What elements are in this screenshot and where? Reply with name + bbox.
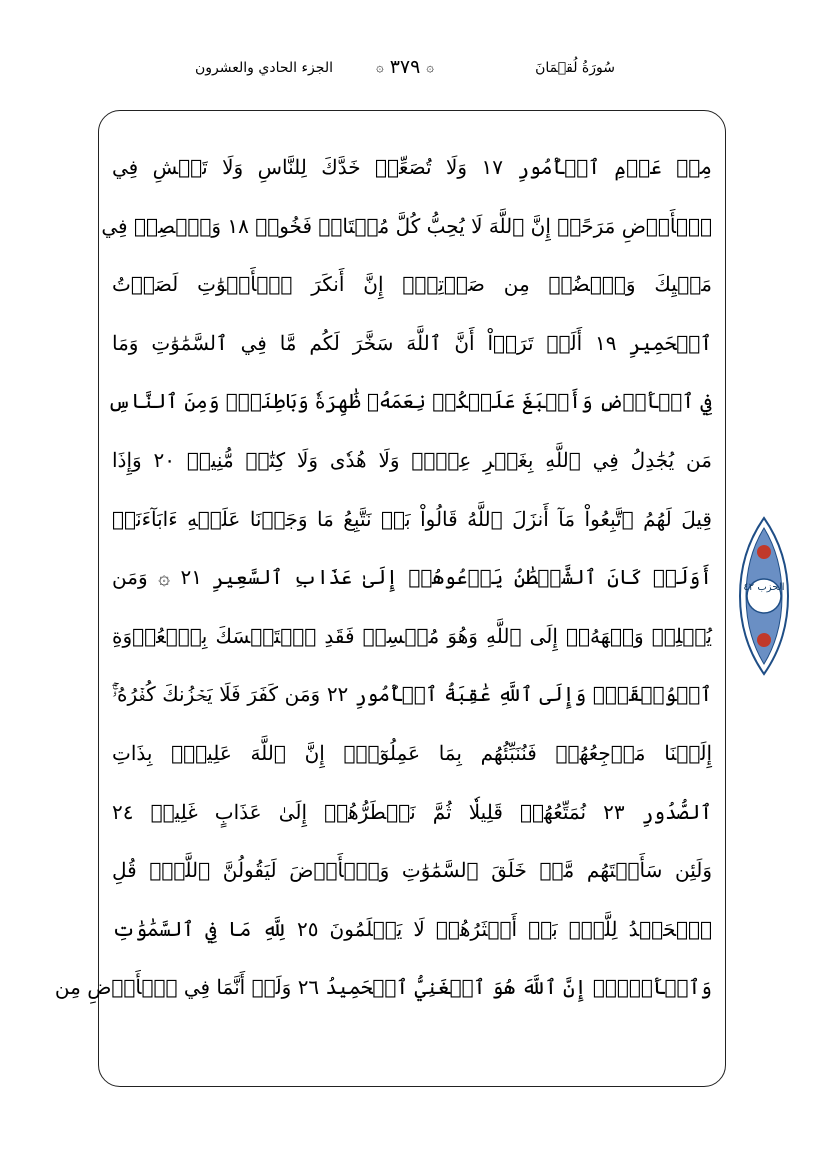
text-line: إِلَيۡنَا مَرۡجِعُهُمۡ فَنُنَبِّئُهُم بِمَا عَمِلُوٓاْۚ إِنَّ ٱللَّهَ عَلِيمُۢ بِذَاتِ [112,740,712,765]
juz-title: الجزء الحادي والعشرون [195,60,333,76]
page-header [195,52,615,88]
hizb-label: الحزب ٤٢ [743,582,785,593]
text-line: وَلَئِن سَأَلۡتَهُم مَّنۡ خَلَقَ ٱلسَّمَٰوَٰتِ وَٱلۡأَرۡضَ لَيَقُولُنَّ ٱللَّهُۚ قُلِ [112,858,712,883]
text-line: مَن يُجَٰدِلُ فِي ٱللَّهِ بِغَيۡرِ عِلۡمٖ وَلَا هُدٗى وَلَا كِتَٰبٖ مُّنِيرٖ ٢٠ وَإِذَا [112,447,712,472]
quran-text-body [54,138,712,1017]
text-line: مَشۡيِكَ وَٱغۡضُضۡ مِن صَوۡتِكَۚ إِنَّ أَنكَرَ ٱلۡأَصۡوَٰتِ لَصَوۡتُ [112,272,712,297]
text-line: فِي ٱلۡأَرۡضِ وَأَسۡبَغَ عَلَيۡكُمۡ نِعَمَهُۥ ظَٰهِرَةٗ وَبَاطِنَةٗۗ وَمِنَ ٱلنَّاسِ [107,389,712,414]
page-number-value: ٣٧٩ [389,56,421,78]
ornament-right: ۞ [376,60,384,76]
hizb-ornament-icon [738,516,790,676]
text-line: ٱلۡأَرۡضِ مَرَحًاۖ إِنَّ ٱللَّهَ لَا يُحِبُّ كُلَّ مُخۡتَالٖ فَخُورٖ ١٨ وَٱقۡصِدۡ فِي [101,213,712,238]
ornament-left: ۞ [426,60,434,76]
hizb-marker [738,516,790,676]
text-line: أَوَلَوۡ كَانَ ٱلشَّيۡطَٰنُ يَدۡعُوهُمۡ إِلَىٰ عَذَابِ ٱلسَّعِيرِ ٢١ ۞ وَمَن [112,565,712,590]
text-line: مِنۡ عَزۡمِ ٱلۡأُمُورِ ١٧ وَلَا تُصَعِّرۡ خَدَّكَ لِلنَّاسِ وَلَا تَمۡشِ فِي [112,155,712,179]
text-line: ٱلۡحَمۡدُ لِلَّهِۚ بَلۡ أَكۡثَرُهُمۡ لَا يَعۡلَمُونَ ٢٥ لِلَّهِ مَا فِي ٱلسَّمَٰوَٰتِ [112,916,712,941]
page-number [376,56,434,78]
text-line: ٱلۡوُثۡقَىٰۗ وَإِلَى ٱللَّهِ عَٰقِبَةُ ٱلۡأُمُورِ ٢٢ وَمَن كَفَرَ فَلَا يَحۡزُنكَ كُفۡرُهُۥٓۚ [112,682,712,707]
text-line: يُسۡلِمۡ وَجۡهَهُۥٓ إِلَى ٱللَّهِ وَهُوَ مُحۡسِنٞ فَقَدِ ٱسۡتَمۡسَكَ بِٱلۡعُرۡوَةِ [112,623,712,648]
text-line: ٱلصُّدُورِ ٢٣ نُمَتِّعُهُمۡ قَلِيلٗا ثُمَّ نَضۡطَرُّهُمۡ إِلَىٰ عَذَابٍ غَلِيظٖ ٢٤ [112,799,712,824]
text-line: قِيلَ لَهُمُ ٱتَّبِعُواْ مَآ أَنزَلَ ٱللَّهُ قَالُواْ بَلۡ نَتَّبِعُ مَا وَجَدۡنَا عَلَيۡهِ ءَابَآءَنَآۚ [112,506,712,531]
text-line: ٱلۡحَمِيرِ ١٩ أَلَمۡ تَرَوۡاْ أَنَّ ٱللَّهَ سَخَّرَ لَكُم مَّا فِي ٱلسَّمَٰوَٰتِ وَمَا [112,330,712,355]
text-line: وَٱلۡأَرۡضِۚ إِنَّ ٱللَّهَ هُوَ ٱلۡغَنِيُّ ٱلۡحَمِيدُ ٢٦ وَلَوۡ أَنَّمَا فِي ٱلۡأَرۡضِ مِن [54,975,712,1000]
surah-title: سُورَةُ لُقۡمَانَ [535,60,615,76]
